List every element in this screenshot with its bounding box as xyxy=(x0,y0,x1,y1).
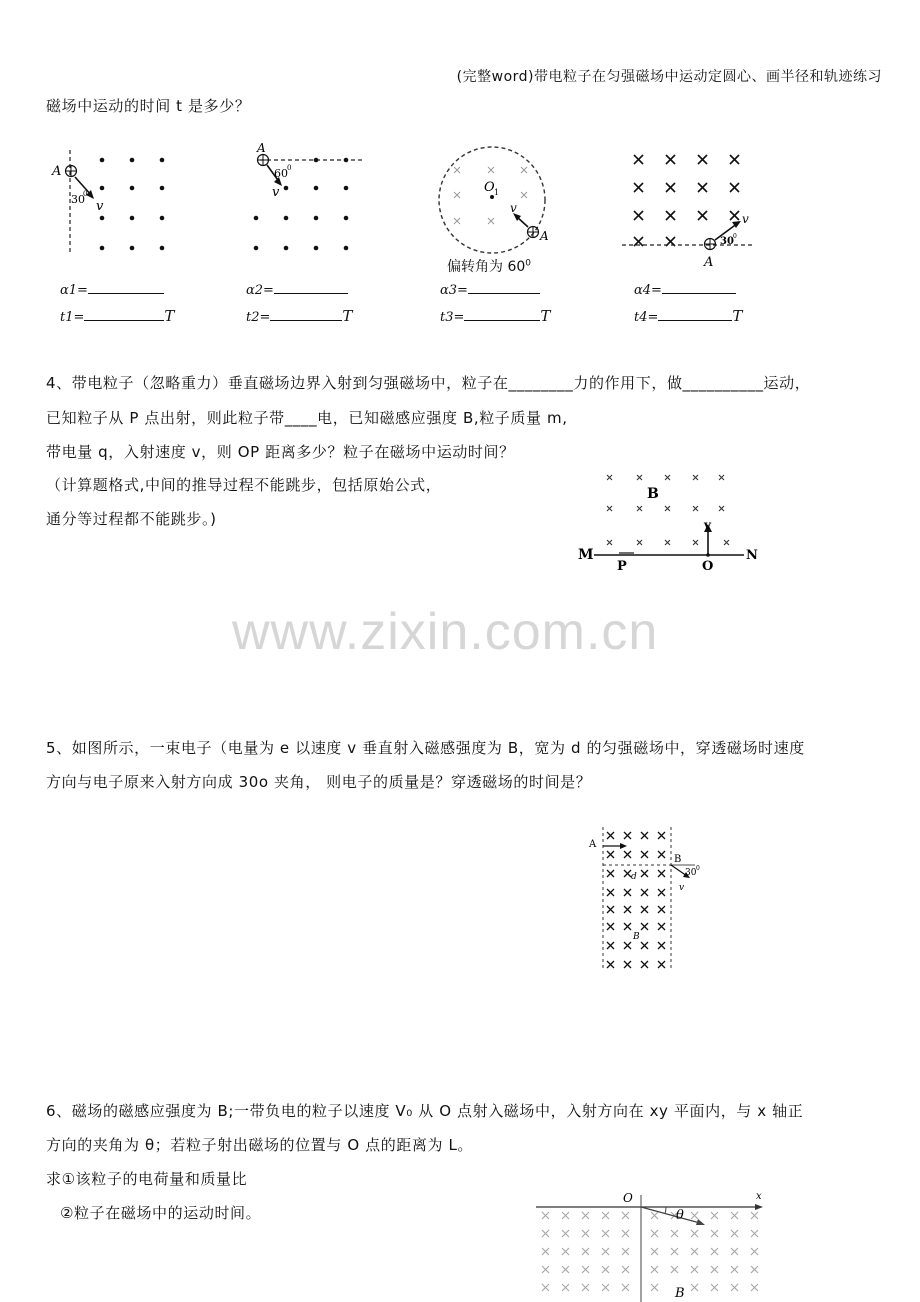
q6-line-2: 方向的夹角为 θ；若粒子射出磁场的位置与 O 点的距离为 L。 xyxy=(46,1136,474,1154)
q4-line-2: 已知粒子从 P 点出射，则此粒子带____电，已知磁感应强度 B,粒子质量 m, xyxy=(46,409,568,427)
fig3-deflection-degree: 0 xyxy=(525,258,531,269)
q4-line-3: 带电量 q，入射速度 v，则 OP 距离多少？粒子在磁场中运动时间？ xyxy=(46,443,515,461)
q4-line-5: 通分等过程都不能跳步。) xyxy=(46,510,217,528)
t-4-blank[interactable] xyxy=(634,307,742,325)
figure-1 xyxy=(44,140,194,265)
fig1-angle: 30 xyxy=(71,193,85,206)
fig4-label-v: v xyxy=(742,212,749,226)
t-3-blank[interactable] xyxy=(440,307,550,325)
fig2-angle: 60 xyxy=(274,167,288,180)
fig-q4-label-n: N xyxy=(746,548,758,563)
figure-2 xyxy=(240,140,370,265)
watermark: www.zixin.com.cn xyxy=(232,603,659,661)
fig3-deflection-text: 偏转角为 60 xyxy=(447,259,526,275)
fig-q5-label-v: v xyxy=(679,883,685,893)
figure-4 xyxy=(620,145,760,270)
fig-q5-angle: 30 xyxy=(685,868,697,878)
fig4-label-a: A xyxy=(704,255,714,270)
q4-line-4: （计算题格式,中间的推导过程不能跳步，包括原始公式， xyxy=(46,476,442,494)
fig3-label-v: v xyxy=(510,201,517,215)
fig-q4-label-v: v xyxy=(704,518,711,532)
alpha-1-blank[interactable] xyxy=(60,283,164,298)
t-3-unit: T xyxy=(540,307,551,325)
fig-q4-label-p: P xyxy=(617,559,627,574)
alpha-1-label: α1= xyxy=(60,283,88,298)
figure-q5 xyxy=(585,825,710,980)
q6-line-4: ②粒子在磁场中的运动时间。 xyxy=(60,1204,262,1222)
fig-q5-degree: 0 xyxy=(696,865,700,872)
fig-q4-label-b: B xyxy=(647,486,659,502)
q5-line-1: 5、如图所示，一束电子（电量为 e 以速度 v 垂直射入磁感强度为 B，宽为 d 的匀强磁场中，穿透磁场时速度 xyxy=(46,739,805,757)
q4-line-1: 4、带电粒子（忽略重力）垂直磁场边界入射到匀强磁场中，粒子在________力的作用下，做__________运动， xyxy=(46,374,811,392)
fig3-label-a: A xyxy=(540,229,549,243)
fig3-center-sub: 1 xyxy=(494,188,500,197)
t-4-label: t4= xyxy=(634,310,659,325)
fig2-label-a: A xyxy=(257,141,266,155)
fig4-angle: 30 xyxy=(720,236,734,247)
q6-line-3: 求①该粒子的电荷量和质量比 xyxy=(46,1170,248,1188)
fig-q5-label-a: A xyxy=(589,839,597,850)
q5-line-2: 方向与电子原来入射方向成 30o 夹角， 则电子的质量是？穿透磁场的时间是？ xyxy=(46,773,592,791)
fig-q5-label-d: d xyxy=(631,872,637,882)
fig3-center-label: O xyxy=(484,180,495,195)
alpha-4-blank[interactable] xyxy=(634,283,736,298)
figure-q4 xyxy=(574,466,764,576)
q6-line-1: 6、磁场的磁感应强度为 B;一带负电的粒子以速度 V₀ 从 O 点射入磁场中，入射方向在 xy 平面内，与 x 轴正 xyxy=(46,1102,804,1120)
t-2-unit: T xyxy=(342,307,353,325)
fig-q6-label-o: O xyxy=(623,1191,633,1205)
fig-q4-label-m: M xyxy=(578,547,594,563)
fig2-label-v: v xyxy=(272,185,280,200)
figure-q6 xyxy=(530,1185,770,1302)
t-1-blank[interactable] xyxy=(60,307,174,325)
fig1-label-a: A xyxy=(52,164,62,179)
t-1-label: t1= xyxy=(60,310,85,325)
fig3-deflection-caption xyxy=(447,256,531,276)
fig-q6-label-b: B xyxy=(675,1286,685,1301)
t-2-label: t2= xyxy=(246,310,271,325)
alpha-3-blank[interactable] xyxy=(440,283,540,298)
alpha-4-label: α4= xyxy=(634,283,662,298)
t-3-label: t3= xyxy=(440,310,465,325)
fig2-degree: 0 xyxy=(287,164,292,172)
fig1-label-v: v xyxy=(96,199,104,214)
fig-q6-label-x: x xyxy=(756,1191,762,1202)
page-header: (完整word)带电粒子在匀强磁场中运动定圆心、画半径和轨迹练习 xyxy=(456,69,882,85)
fig-q6-label-theta: θ xyxy=(676,1208,684,1223)
fig4-degree: 0 xyxy=(733,233,737,240)
alpha-3-label: α3= xyxy=(440,283,468,298)
t-2-blank[interactable] xyxy=(246,307,352,325)
alpha-2-label: α2= xyxy=(246,283,274,298)
t-4-unit: T xyxy=(732,307,743,325)
fig-q4-label-o: O xyxy=(702,559,714,574)
t-1-unit: T xyxy=(164,307,175,325)
fig-q5-label-b: B xyxy=(674,854,682,865)
alpha-2-blank[interactable] xyxy=(246,283,348,298)
fig-q5-label-b-field: B xyxy=(633,932,640,942)
fig1-degree: 0 xyxy=(83,190,88,198)
question-3-tail: 磁场中运动的时间 t 是多少？ xyxy=(46,97,251,115)
